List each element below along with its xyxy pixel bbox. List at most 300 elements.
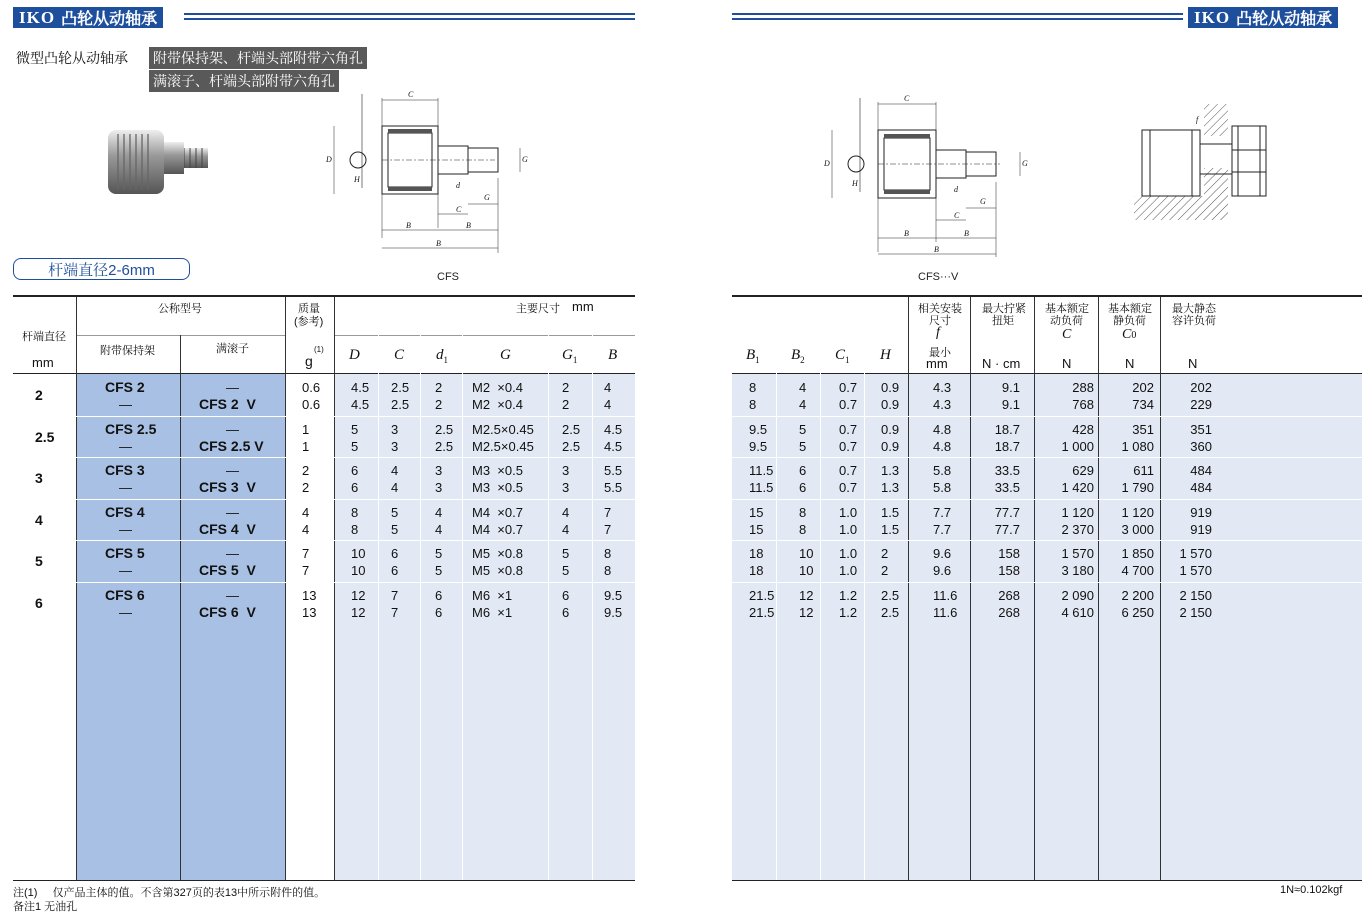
brand-banner-right bbox=[1188, 7, 1338, 28]
cell-d: 6 bbox=[351, 463, 359, 478]
vline bbox=[285, 297, 286, 880]
hdr-stud-unit: mm bbox=[32, 355, 54, 370]
cell-c: 2.5 bbox=[391, 397, 410, 412]
model-cage: CFS 2.5 bbox=[105, 420, 157, 437]
cell-b2: 4 bbox=[799, 380, 807, 395]
cell-g1: 5 bbox=[562, 563, 570, 578]
cell-d: 5 bbox=[351, 438, 359, 454]
stud-dia-cell: 5 bbox=[35, 553, 43, 569]
cell-h: 1.5 bbox=[881, 521, 900, 537]
cell-b1: 8 bbox=[749, 397, 757, 412]
cell-cd: 2 090 bbox=[1061, 587, 1094, 603]
hdr-dyn-unit: N bbox=[1062, 356, 1072, 371]
cell-b1: 18 bbox=[749, 546, 764, 561]
table-top-rule-left bbox=[13, 295, 635, 297]
cell-f: 7.7 bbox=[933, 521, 952, 537]
cell-d: 4.5 bbox=[351, 397, 370, 412]
cell-b: 9.5 bbox=[604, 587, 623, 603]
cell-g1: 2 bbox=[562, 397, 570, 412]
vline bbox=[548, 335, 549, 880]
vline bbox=[1034, 297, 1035, 880]
cell-p: 484 bbox=[1190, 463, 1212, 478]
cell-c0: 2 200 bbox=[1121, 587, 1154, 603]
cell-g1: 4 bbox=[562, 521, 570, 537]
cell-b: 9.5 bbox=[604, 604, 623, 620]
model-full: CFS 2 V bbox=[199, 396, 256, 412]
cell-f: 5.8 bbox=[933, 463, 952, 478]
cell-d1: 2.5 bbox=[435, 438, 454, 454]
svg-text:D: D bbox=[326, 155, 332, 164]
right-table-band bbox=[732, 374, 1362, 880]
cell-g1: 2.5 bbox=[562, 438, 581, 454]
cell-mass: 4 bbox=[302, 521, 310, 537]
cell-c: 7 bbox=[391, 587, 399, 603]
brand-banner-left bbox=[13, 7, 163, 28]
cell-f: 4.3 bbox=[933, 397, 952, 412]
cell-t: 158 bbox=[998, 563, 1020, 578]
cell-d1: 3 bbox=[435, 463, 443, 478]
hdr-torque2: 扭矩 bbox=[992, 315, 1014, 327]
drawing-cfsv bbox=[820, 92, 1040, 264]
cell-c: 7 bbox=[391, 604, 399, 620]
cell-c1: 0.7 bbox=[839, 463, 858, 478]
cell-c0: 202 bbox=[1132, 380, 1154, 395]
footnote-2: 备注1 无油孔 bbox=[13, 901, 78, 913]
cell-h: 1.3 bbox=[881, 480, 900, 495]
drawing-mounting bbox=[1128, 100, 1278, 225]
cell-p: 229 bbox=[1190, 397, 1212, 412]
svg-text:G: G bbox=[980, 197, 986, 206]
model-full-dash: — bbox=[226, 504, 239, 520]
stud-dia-cell: 2.5 bbox=[35, 428, 55, 445]
cell-t: 268 bbox=[998, 587, 1020, 603]
hdr-stat-main: C bbox=[1122, 327, 1132, 342]
cell-g: M6 ×1 bbox=[472, 604, 513, 620]
cell-p: 484 bbox=[1190, 480, 1212, 495]
model-cage-dash: — bbox=[119, 563, 132, 578]
cell-g: M6 ×1 bbox=[472, 587, 513, 603]
cell-g1: 3 bbox=[562, 463, 570, 478]
svg-text:H: H bbox=[354, 175, 360, 184]
svg-text:C: C bbox=[456, 205, 462, 214]
cell-b2: 12 bbox=[799, 604, 814, 620]
cell-mass: 0.6 bbox=[302, 397, 321, 412]
model-cage: CFS 6 bbox=[105, 586, 145, 603]
vline bbox=[864, 297, 865, 880]
svg-text:d: d bbox=[954, 185, 958, 194]
hdr-allow: 最大静态 bbox=[1172, 303, 1216, 315]
variant-tag-full: 满滚子、杆端头部附带六角孔 bbox=[149, 70, 339, 92]
cell-c1: 1.2 bbox=[839, 587, 858, 603]
cell-p: 919 bbox=[1190, 521, 1212, 537]
header-rule-right bbox=[732, 13, 1183, 20]
hdr-dyn: 基本额定 bbox=[1045, 303, 1089, 315]
svg-text:B: B bbox=[406, 221, 411, 230]
cell-h: 0.9 bbox=[881, 397, 900, 412]
stud-dia-cell: 2 bbox=[35, 387, 43, 403]
hdr-d-sub: 1 bbox=[443, 355, 448, 365]
model-cage: CFS 4 bbox=[105, 503, 145, 520]
hdr-d1 bbox=[436, 347, 448, 365]
model-full: CFS 3 V bbox=[199, 479, 256, 495]
cell-b: 8 bbox=[604, 563, 612, 578]
cell-c0: 351 bbox=[1132, 421, 1154, 437]
cell-cd: 288 bbox=[1072, 380, 1094, 395]
cell-b1: 11.5 bbox=[749, 463, 774, 478]
cell-cd: 1 000 bbox=[1061, 438, 1094, 454]
cell-f: 5.8 bbox=[933, 480, 952, 495]
hdr-C: C bbox=[394, 347, 405, 363]
cell-c0: 1 120 bbox=[1121, 504, 1154, 520]
cell-b1: 18 bbox=[749, 563, 764, 578]
cell-c0: 3 000 bbox=[1121, 521, 1154, 537]
footnote-1-mark: 注(1) bbox=[13, 887, 38, 899]
header-bottom-rule-left bbox=[13, 373, 635, 374]
cell-mass: 13 bbox=[302, 604, 317, 620]
cell-f: 9.6 bbox=[933, 563, 952, 578]
cell-g: M3 ×0.5 bbox=[472, 463, 523, 478]
vline bbox=[420, 335, 421, 880]
cell-b2: 10 bbox=[799, 563, 814, 578]
cell-b1: 21.5 bbox=[749, 604, 775, 620]
cell-cd: 768 bbox=[1072, 397, 1094, 412]
vline bbox=[820, 297, 821, 880]
vline bbox=[1098, 297, 1099, 880]
cell-b1: 8 bbox=[749, 380, 757, 395]
cell-p: 351 bbox=[1190, 421, 1212, 437]
hdr-torque: 最大拧紧 bbox=[982, 303, 1026, 315]
model-full-dash: — bbox=[226, 463, 239, 478]
model-full-dash: — bbox=[226, 546, 239, 561]
cell-t: 9.1 bbox=[1001, 397, 1020, 412]
row-divider bbox=[13, 499, 635, 500]
svg-text:D: D bbox=[824, 159, 830, 168]
model-full: CFS 4 V bbox=[199, 520, 256, 537]
cell-c0: 4 700 bbox=[1121, 563, 1154, 578]
cell-g1: 6 bbox=[562, 587, 570, 603]
model-cage-dash: — bbox=[119, 521, 132, 537]
cell-g1: 5 bbox=[562, 546, 570, 561]
cell-b1: 15 bbox=[749, 504, 764, 520]
cell-t: 9.1 bbox=[1001, 380, 1020, 395]
hdr-G1-main: G bbox=[562, 347, 573, 363]
hdr-B2-sub: 2 bbox=[800, 355, 805, 365]
hdr-B1-sub: 1 bbox=[755, 355, 760, 365]
cell-f: 9.6 bbox=[933, 546, 952, 561]
cell-t: 33.5 bbox=[994, 480, 1020, 495]
table-bottom-rule-right bbox=[732, 880, 1362, 881]
cell-g: M2 ×0.4 bbox=[472, 397, 523, 412]
hdr-G1-sub: 1 bbox=[572, 355, 578, 365]
cell-b1: 9.5 bbox=[749, 438, 768, 454]
model-cage: CFS 5 bbox=[105, 545, 145, 561]
cell-d: 10 bbox=[351, 546, 366, 561]
hdr-C1 bbox=[835, 347, 850, 365]
cell-cd: 428 bbox=[1072, 421, 1094, 437]
cell-c1: 1.0 bbox=[839, 563, 858, 578]
svg-text:C: C bbox=[408, 90, 414, 99]
brand-logo: IKO bbox=[1194, 7, 1231, 27]
cell-b: 7 bbox=[604, 504, 612, 520]
row-divider bbox=[732, 582, 1362, 583]
cell-p: 1 570 bbox=[1179, 546, 1212, 561]
cell-b2: 5 bbox=[799, 438, 807, 454]
cell-c1: 0.7 bbox=[839, 380, 858, 395]
svg-text:G: G bbox=[484, 193, 490, 202]
cell-b: 4 bbox=[604, 380, 612, 395]
cell-b: 4 bbox=[604, 397, 612, 412]
svg-text:H: H bbox=[852, 179, 858, 188]
hdr-stat-sub: 0 bbox=[1131, 330, 1137, 341]
cell-f: 4.8 bbox=[933, 438, 952, 454]
cell-mass: 13 bbox=[302, 587, 317, 603]
cell-c0: 1 080 bbox=[1121, 438, 1154, 454]
svg-text:C: C bbox=[954, 211, 960, 220]
cell-b: 8 bbox=[604, 546, 612, 561]
model-cage: CFS 2 bbox=[105, 379, 145, 395]
cell-c0: 611 bbox=[1133, 463, 1154, 478]
cell-g: M4 ×0.7 bbox=[472, 504, 523, 520]
cell-g: M4 ×0.7 bbox=[472, 521, 523, 537]
cell-c: 6 bbox=[391, 563, 399, 578]
hdr-model: 公称型号 bbox=[158, 303, 202, 315]
cell-b1: 9.5 bbox=[749, 421, 768, 437]
hdr-f: f bbox=[936, 325, 940, 340]
hdr-C1-sub: 1 bbox=[845, 355, 850, 365]
vline bbox=[908, 297, 909, 880]
vline bbox=[334, 297, 335, 880]
cell-c1: 0.7 bbox=[839, 421, 858, 437]
dims-header-divider bbox=[334, 335, 635, 336]
vline bbox=[592, 335, 593, 880]
hdr-torque-unit: N · cm bbox=[982, 356, 1021, 371]
model-full-dash: — bbox=[226, 380, 239, 395]
cell-c: 4 bbox=[391, 463, 399, 478]
cell-c: 3 bbox=[391, 438, 399, 454]
hdr-f-unit: mm bbox=[926, 356, 948, 371]
cell-p: 919 bbox=[1190, 504, 1212, 520]
hdr-B1-main: B bbox=[746, 347, 756, 363]
hdr-mass-unit: g bbox=[305, 353, 313, 369]
stud-dia-cell: 3 bbox=[35, 470, 43, 486]
cell-c1: 1.0 bbox=[839, 521, 858, 537]
cell-c1: 1.0 bbox=[839, 546, 858, 561]
variant-tag-cage: 附带保持架、杆端头部附带六角孔 bbox=[149, 47, 367, 69]
row-divider bbox=[13, 416, 635, 417]
model-cage-dash: — bbox=[119, 480, 132, 495]
brand-title: 凸轮从动轴承 bbox=[1236, 11, 1333, 28]
svg-text:f: f bbox=[1196, 115, 1199, 124]
cell-d1: 2 bbox=[435, 380, 443, 395]
cell-d: 10 bbox=[351, 563, 366, 578]
vline bbox=[180, 335, 181, 880]
cell-mass: 7 bbox=[302, 546, 310, 561]
cell-c: 3 bbox=[391, 421, 399, 437]
brand-logo: IKO bbox=[19, 7, 56, 27]
cell-g1: 3 bbox=[562, 480, 570, 495]
cell-cd: 1 420 bbox=[1061, 480, 1094, 495]
cell-mass: 2 bbox=[302, 480, 310, 495]
vline bbox=[776, 297, 777, 880]
cell-c1: 0.7 bbox=[839, 438, 858, 454]
cell-c: 2.5 bbox=[391, 380, 410, 395]
cell-c: 6 bbox=[391, 546, 399, 561]
hdr-stud-dia: 杆端直径 bbox=[22, 331, 66, 343]
hdr-mass-note: (1) bbox=[314, 345, 324, 354]
cell-d1: 4 bbox=[435, 504, 443, 520]
cell-g1: 6 bbox=[562, 604, 570, 620]
row-divider bbox=[13, 540, 635, 541]
cell-d1: 5 bbox=[435, 546, 443, 561]
svg-text:G: G bbox=[522, 155, 528, 164]
cell-g1: 2.5 bbox=[562, 421, 581, 437]
cell-h: 1.3 bbox=[881, 463, 900, 478]
row-divider bbox=[13, 457, 635, 458]
cell-c1: 1.0 bbox=[839, 504, 858, 520]
table-bottom-rule-left bbox=[13, 880, 635, 881]
cell-t: 268 bbox=[998, 604, 1020, 620]
cell-b2: 4 bbox=[799, 397, 807, 412]
cell-p: 2 150 bbox=[1179, 604, 1212, 620]
cell-t: 77.7 bbox=[994, 504, 1020, 520]
hdr-stat-unit: N bbox=[1125, 356, 1135, 371]
cell-b1: 11.5 bbox=[749, 480, 774, 495]
hdr-mount: 相关安装 bbox=[918, 303, 962, 315]
hdr-mass-ref: (参考) bbox=[294, 316, 324, 328]
drawing-cfs bbox=[320, 88, 550, 260]
svg-text:B: B bbox=[466, 221, 471, 230]
stud-dia-cell: 6 bbox=[35, 594, 43, 611]
model-full-dash: — bbox=[226, 421, 239, 437]
hdr-with-cage: 附带保持架 bbox=[100, 345, 155, 357]
hdr-B1 bbox=[746, 347, 760, 365]
stud-dia-cell: 4 bbox=[35, 511, 43, 528]
brand-title: 凸轮从动轴承 bbox=[61, 11, 158, 28]
cell-t: 18.7 bbox=[994, 421, 1020, 437]
cell-b: 4.5 bbox=[604, 421, 623, 437]
cell-g: M5 ×0.8 bbox=[472, 546, 523, 561]
hdr-full-comp: 满滚子 bbox=[216, 343, 249, 355]
cell-c0: 1 790 bbox=[1121, 480, 1154, 495]
svg-text:B: B bbox=[904, 229, 909, 238]
table-top-rule-right bbox=[732, 295, 1362, 297]
cell-g1: 2 bbox=[562, 380, 570, 395]
cell-h: 0.9 bbox=[881, 380, 900, 395]
cell-h: 2.5 bbox=[881, 604, 900, 620]
row-divider bbox=[732, 540, 1362, 541]
cell-d: 12 bbox=[351, 587, 366, 603]
cell-g1: 4 bbox=[562, 504, 570, 520]
svg-text:B: B bbox=[436, 239, 441, 248]
vline bbox=[462, 335, 463, 880]
vline bbox=[970, 297, 971, 880]
cell-mass: 1 bbox=[302, 421, 310, 437]
cell-h: 2.5 bbox=[881, 587, 900, 603]
cell-c: 4 bbox=[391, 480, 399, 495]
model-cage-dash: — bbox=[119, 397, 132, 412]
cell-b: 5.5 bbox=[604, 480, 623, 495]
cell-h: 1.5 bbox=[881, 504, 900, 520]
hdr-stat2: 静负荷 bbox=[1113, 315, 1146, 327]
cell-d: 8 bbox=[351, 521, 359, 537]
cell-c: 5 bbox=[391, 504, 399, 520]
cell-f: 11.6 bbox=[933, 604, 958, 620]
cell-cd: 1 570 bbox=[1061, 546, 1094, 561]
cell-g: M2.5×0.45 bbox=[472, 438, 534, 454]
cell-cd: 2 370 bbox=[1061, 521, 1094, 537]
cell-b2: 8 bbox=[799, 521, 807, 537]
cell-b: 4.5 bbox=[604, 438, 623, 454]
model-full: CFS 6 V bbox=[199, 603, 256, 620]
model-full-dash: — bbox=[226, 587, 239, 603]
cell-c0: 734 bbox=[1132, 397, 1154, 412]
cell-d: 12 bbox=[351, 604, 366, 620]
cell-d1: 2.5 bbox=[435, 421, 454, 437]
hdr-B: B bbox=[608, 347, 618, 363]
model-cage-dash: — bbox=[119, 438, 132, 454]
cell-b2: 5 bbox=[799, 421, 807, 437]
unit-conversion: 1N≈0.102kgf bbox=[1280, 884, 1343, 896]
cell-b2: 10 bbox=[799, 546, 814, 561]
model-full: CFS 2.5 V bbox=[199, 437, 264, 454]
cell-p: 1 570 bbox=[1179, 563, 1212, 578]
cell-b2: 6 bbox=[799, 480, 807, 495]
svg-text:B: B bbox=[934, 245, 939, 254]
cell-c1: 0.7 bbox=[839, 397, 858, 412]
model-full: CFS 5 V bbox=[199, 562, 256, 578]
model-cage-dash: — bbox=[119, 604, 132, 620]
hdr-C1-main: C bbox=[835, 347, 846, 363]
header-rule-left bbox=[184, 13, 635, 20]
drawing-cfs-caption: CFS bbox=[437, 271, 459, 283]
svg-text:G: G bbox=[1022, 159, 1028, 168]
cell-f: 7.7 bbox=[933, 504, 952, 520]
hdr-main-dims: 主要尺寸 bbox=[516, 303, 560, 315]
cell-b1: 21.5 bbox=[749, 587, 775, 603]
hdr-mount2: 尺寸 bbox=[929, 315, 951, 327]
cell-f: 4.3 bbox=[933, 380, 952, 395]
hdr-B2-main: B bbox=[791, 347, 801, 363]
hdr-f-min: 最小 bbox=[929, 347, 951, 359]
row-divider bbox=[732, 499, 1362, 500]
cell-t: 77.7 bbox=[994, 521, 1020, 537]
cell-h: 2 bbox=[881, 563, 889, 578]
cell-b1: 15 bbox=[749, 521, 764, 537]
hdr-main-unit: mm bbox=[572, 299, 594, 314]
hdr-G: G bbox=[500, 347, 511, 363]
cell-h: 2 bbox=[881, 546, 889, 561]
cell-h: 0.9 bbox=[881, 438, 900, 454]
cell-mass: 1 bbox=[302, 438, 310, 454]
cell-f: 4.8 bbox=[933, 421, 952, 437]
cell-t: 33.5 bbox=[994, 463, 1020, 478]
cell-d1: 5 bbox=[435, 563, 443, 578]
cell-b2: 8 bbox=[799, 504, 807, 520]
stud-range-pill: 杆端直径2-6mm bbox=[13, 258, 190, 280]
cell-p: 360 bbox=[1190, 438, 1212, 454]
row-divider bbox=[732, 457, 1362, 458]
cell-g: M3 ×0.5 bbox=[472, 480, 523, 495]
product-subtitle: 微型凸轮从动轴承 bbox=[16, 50, 128, 66]
cell-b2: 12 bbox=[799, 587, 814, 603]
hdr-allow-unit: N bbox=[1188, 356, 1198, 371]
cell-t: 158 bbox=[998, 546, 1020, 561]
vline bbox=[76, 297, 77, 880]
footnote-1-text: 仅产品主体的值。不含第327页的表13中所示附件的值。 bbox=[52, 887, 326, 899]
cell-d1: 6 bbox=[435, 587, 443, 603]
cell-d1: 2 bbox=[435, 397, 443, 412]
model-cage: CFS 3 bbox=[105, 462, 145, 478]
